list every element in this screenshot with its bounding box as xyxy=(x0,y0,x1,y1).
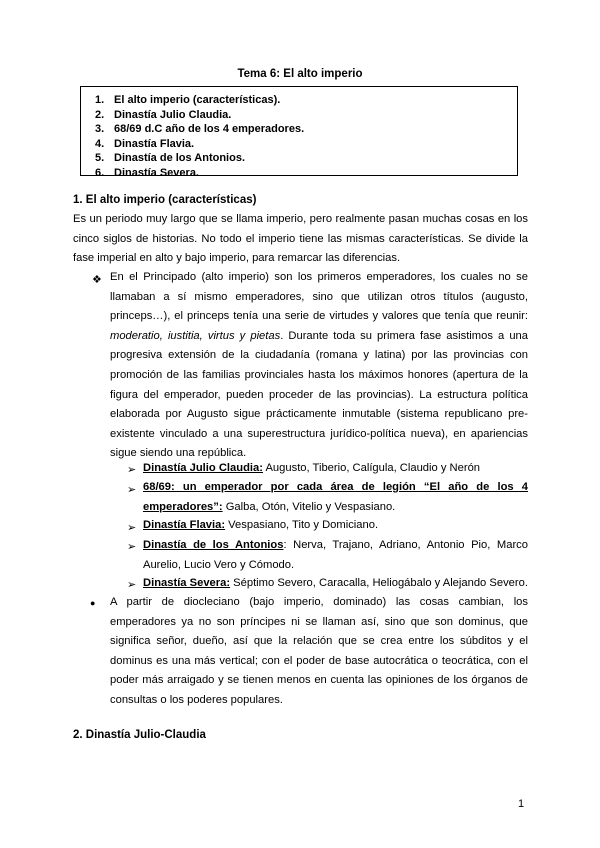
toc-text: Dinastía de los Antonios. xyxy=(114,152,245,164)
dynasty-label: Dinastía de los Antonios xyxy=(143,539,284,551)
toc-text: El alto imperio (características). xyxy=(114,94,281,106)
toc-text: Dinastía Flavia. xyxy=(114,137,195,150)
dynasty-item xyxy=(143,536,528,575)
dynasty-text: Séptimo Severo, Caracalla, Heliogábalo y Alejando Severo. xyxy=(230,577,528,589)
arrow-bullet-icon: ➢ xyxy=(127,541,137,553)
principado-text-2: . Durante toda su primera fase asistimos a una progresiva extensión de la ciudadanía (romana y latina) por las provincias con promoción de las familias provinciales hasta los máximos honores (apertura de la figura del emperador, pueden proceder de las provincias). La estructura política elaborada por Augusto sigue prácticamente inmutable (sistema republicano pre-existente vinculado a una superestructura jurídico-política nueva), en apariencias sigue siendo una república. xyxy=(110,329,528,460)
arrow-bullet-icon: ➢ xyxy=(127,579,137,591)
dynasty-text: Vespasiano, Tito y Domiciano. xyxy=(225,519,379,531)
round-bullet-icon: ● xyxy=(90,598,96,608)
dynasty-text: : Nerva, Trajano, Adriano, Antonio Pio, Marco Aurelio, Lucio Vero y Cómodo. xyxy=(143,539,528,571)
principado-text-1: En el Principado (alto imperio) son los primeros emperadores, los cuales no se llamaban a sí mismo emperadores, sino que utilizan otros títulos (augusto, princeps…), el princeps tenía una serie de virtudes y valores que tenía que reunir: xyxy=(110,271,528,323)
arrow-bullet-icon: ➢ xyxy=(127,522,137,534)
section-2-heading: 2. Dinastía Julio-Claudia xyxy=(73,729,206,741)
toc-item xyxy=(95,166,517,181)
toc-number: 2. xyxy=(95,108,105,121)
virtues-italic: moderatio, iustitia, virtus y pietas xyxy=(110,329,281,342)
toc-text: 68/69 d.C año de los 4 emperadores. xyxy=(114,123,305,135)
toc-text: Dinastía Julio Claudia. xyxy=(114,108,232,121)
toc-number: 6. xyxy=(95,166,105,179)
arrow-bullet-icon: ➢ xyxy=(127,484,137,496)
intro-paragraph: Es un periodo muy largo que se llama imperio, pero realmente pasan muchas cosas en los cinco siglos de historias. No todo el imperio tiene las mismas características. Se divide la fase imperial en alto y bajo imperio, para remarcar las diferencias. xyxy=(73,213,528,265)
toc-number: 5. xyxy=(95,152,105,164)
page-number: 1 xyxy=(518,798,525,810)
dynasty-label: Dinastía Severa: xyxy=(143,577,231,589)
toc-number: 1. xyxy=(95,94,105,106)
dynasty-item xyxy=(143,516,528,536)
arrow-bullet-icon: ➢ xyxy=(127,464,137,476)
dynasty-item xyxy=(143,478,528,517)
dynasty-label: Dinastía Flavia: xyxy=(143,519,226,531)
dynasty-item xyxy=(143,574,528,594)
toc-number: 3. xyxy=(95,123,105,135)
section-1-heading: 1. El alto imperio (características) xyxy=(73,194,257,206)
dynasty-text: Galba, Otón, Vitelio y Vespasiano. xyxy=(222,500,396,513)
dynasty-item xyxy=(143,459,528,479)
toc-item xyxy=(95,137,517,152)
page-title: Tema 6: El alto imperio xyxy=(237,68,363,80)
toc-number: 4. xyxy=(95,137,105,150)
toc-text: Dinastía Severa. xyxy=(114,166,199,179)
table-of-contents xyxy=(80,86,518,179)
dynasty-text: Augusto, Tiberio, Calígula, Claudio y Nerón xyxy=(262,462,481,474)
toc-item xyxy=(95,108,517,123)
toc-item xyxy=(95,151,517,166)
diamond-bullet-icon: ❖ xyxy=(92,274,102,286)
toc-item xyxy=(95,122,517,137)
toc-item xyxy=(95,93,517,108)
principado-paragraph xyxy=(110,268,528,464)
dynasty-label: 68/69: un emperador por cada área de legión “El año de los 4 emperadores”: xyxy=(143,481,528,513)
dynasty-label: Dinastía Julio Claudia: xyxy=(143,462,263,474)
dominado-paragraph: A partir de diocleciano (bajo imperio, dominado) las cosas cambian, los emperadores ya no son príncipes ni se llaman así, sino que son dominus, que significa señor, dueño, así que la relación que se crea entre los súbditos y el dominus es una más vertical; con el poder de base autocrática o teocrática, con el poder más arraigado y se tienen menos en cuenta las opiniones de los órganos de consultas o los poderes populares. xyxy=(110,596,528,706)
